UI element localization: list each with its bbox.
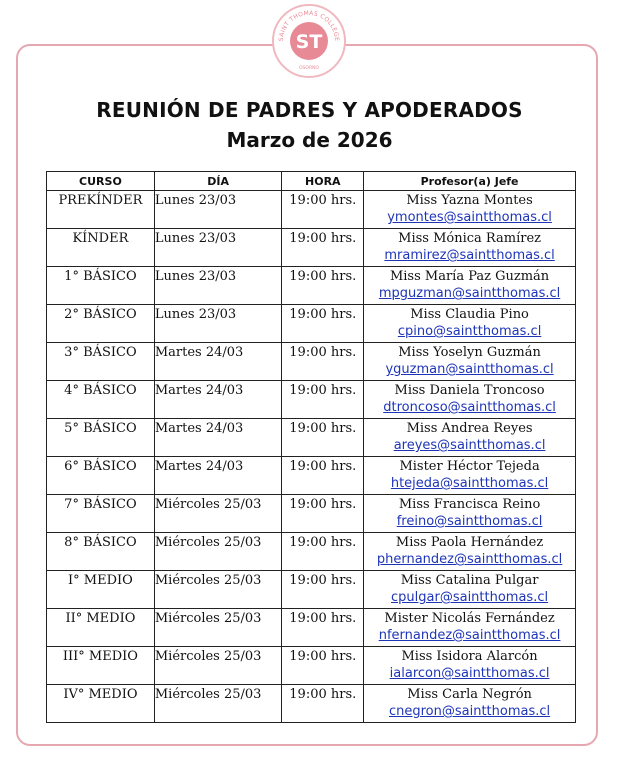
cell-hora: 19:00 hrs. [282, 533, 364, 571]
teacher-email-link[interactable]: dtroncoso@saintthomas.cl [383, 400, 556, 415]
teacher-email-link[interactable]: cpulgar@saintthomas.cl [391, 590, 549, 605]
cell-profesor [364, 381, 576, 419]
page-subtitle: Marzo de 2026 [226, 128, 393, 152]
teacher-name: Miss Andrea Reyes [406, 421, 533, 436]
teacher-email-link[interactable]: ymontes@saintthomas.cl [387, 210, 552, 225]
cell-dia: Miércoles 25/03 [154, 685, 282, 723]
teacher-name: Miss Claudia Pino [410, 307, 529, 322]
cell-hora: 19:00 hrs. [282, 495, 364, 533]
table-row [47, 191, 576, 229]
cell-dia: Miércoles 25/03 [154, 647, 282, 685]
cell-dia: Martes 24/03 [154, 457, 282, 495]
cell-dia: Miércoles 25/03 [154, 609, 282, 647]
school-logo-graphic [274, 6, 344, 76]
cell-hora: 19:00 hrs. [282, 609, 364, 647]
cell-profesor [364, 609, 576, 647]
cell-curso: I° MEDIO [47, 571, 155, 609]
teacher-email-link[interactable]: mpguzman@saintthomas.cl [378, 286, 561, 301]
table-row [47, 419, 576, 457]
table-row [47, 685, 576, 723]
logo-city-text: OSORNO [299, 66, 319, 71]
cell-profesor [364, 229, 576, 267]
table-header-row [47, 172, 576, 191]
cell-hora: 19:00 hrs. [282, 381, 364, 419]
teacher-name: Miss Daniela Troncoso [394, 383, 545, 398]
cell-curso: IV° MEDIO [47, 685, 155, 723]
page-title: REUNIÓN DE PADRES Y APODERADOS [96, 98, 523, 122]
cell-curso: 4° BÁSICO [47, 381, 155, 419]
cell-dia: Lunes 23/03 [154, 191, 282, 229]
table-row [47, 647, 576, 685]
cell-hora: 19:00 hrs. [282, 191, 364, 229]
cell-hora: 19:00 hrs. [282, 267, 364, 305]
teacher-name: Miss Carla Negrón [407, 687, 532, 702]
table-row [47, 571, 576, 609]
cell-curso: 5° BÁSICO [47, 419, 155, 457]
header-hora: HORA [282, 172, 364, 191]
cell-profesor [364, 647, 576, 685]
table-row [47, 495, 576, 533]
cell-curso: 1° BÁSICO [47, 267, 155, 305]
header-curso: CURSO [47, 172, 155, 191]
table-row [47, 381, 576, 419]
cell-profesor [364, 419, 576, 457]
teacher-email-link[interactable]: areyes@saintthomas.cl [393, 438, 546, 453]
teacher-email-link[interactable]: cpino@saintthomas.cl [397, 324, 542, 339]
header-profesor: Profesor(a) Jefe [364, 172, 576, 191]
table-body [47, 191, 576, 723]
table-row [47, 457, 576, 495]
table-row [47, 533, 576, 571]
teacher-email-link[interactable]: mramirez@saintthomas.cl [384, 248, 555, 263]
cell-curso: PREKÍNDER [47, 191, 155, 229]
cell-profesor [364, 495, 576, 533]
teacher-email-link[interactable]: phernandez@saintthomas.cl [376, 552, 563, 567]
cell-hora: 19:00 hrs. [282, 685, 364, 723]
teacher-email-link[interactable]: ialarcon@saintthomas.cl [389, 666, 550, 681]
cell-dia: Miércoles 25/03 [154, 571, 282, 609]
teacher-email-link[interactable]: freino@saintthomas.cl [396, 514, 543, 529]
logo-ring-text: SAINT THOMAS COLLEGE [277, 9, 341, 42]
teacher-email-link[interactable]: cnegron@saintthomas.cl [388, 704, 551, 719]
teacher-name: Mister Nicolás Fernández [384, 611, 555, 626]
cell-hora: 19:00 hrs. [282, 343, 364, 381]
teacher-name: Miss Yoselyn Guzmán [398, 345, 541, 360]
cell-hora: 19:00 hrs. [282, 647, 364, 685]
cell-curso: KÍNDER [47, 229, 155, 267]
cell-curso: 6° BÁSICO [47, 457, 155, 495]
teacher-email-link[interactable]: yguzman@saintthomas.cl [385, 362, 554, 377]
meetings-table [46, 171, 576, 723]
logo-initials: ST [295, 31, 323, 53]
table-row [47, 343, 576, 381]
school-logo [272, 4, 346, 78]
cell-profesor [364, 571, 576, 609]
cell-hora: 19:00 hrs. [282, 457, 364, 495]
cell-profesor [364, 457, 576, 495]
cell-hora: 19:00 hrs. [282, 419, 364, 457]
teacher-name: Mister Héctor Tejeda [399, 459, 540, 474]
table-row [47, 267, 576, 305]
cell-curso: 7° BÁSICO [47, 495, 155, 533]
cell-curso: III° MEDIO [47, 647, 155, 685]
cell-profesor [364, 267, 576, 305]
cell-dia: Lunes 23/03 [154, 229, 282, 267]
cell-curso: II° MEDIO [47, 609, 155, 647]
cell-curso: 3° BÁSICO [47, 343, 155, 381]
cell-curso: 8° BÁSICO [47, 533, 155, 571]
cell-hora: 19:00 hrs. [282, 229, 364, 267]
cell-dia: Martes 24/03 [154, 343, 282, 381]
cell-profesor [364, 305, 576, 343]
teacher-name: Miss Catalina Pulgar [400, 573, 539, 588]
cell-curso: 2° BÁSICO [47, 305, 155, 343]
cell-profesor [364, 191, 576, 229]
cell-dia: Martes 24/03 [154, 381, 282, 419]
teacher-name: Miss María Paz Guzmán [389, 269, 550, 284]
teacher-name: Miss Yazna Montes [406, 193, 533, 208]
header-dia: DÍA [154, 172, 282, 191]
cell-hora: 19:00 hrs. [282, 571, 364, 609]
cell-hora: 19:00 hrs. [282, 305, 364, 343]
table-row [47, 305, 576, 343]
cell-profesor [364, 343, 576, 381]
cell-dia: Martes 24/03 [154, 419, 282, 457]
table-row [47, 229, 576, 267]
teacher-name: Miss Francisca Reino [398, 497, 541, 512]
cell-dia: Miércoles 25/03 [154, 495, 282, 533]
cell-dia: Lunes 23/03 [154, 267, 282, 305]
cell-profesor [364, 685, 576, 723]
teacher-email-link[interactable]: htejeda@saintthomas.cl [390, 476, 549, 491]
teacher-name: Miss Paola Hernández [395, 535, 544, 550]
teacher-name: Miss Isidora Alarcón [401, 649, 538, 664]
cell-dia: Lunes 23/03 [154, 305, 282, 343]
cell-profesor [364, 533, 576, 571]
table-row [47, 609, 576, 647]
teacher-email-link[interactable]: nfernandez@saintthomas.cl [378, 628, 561, 643]
teacher-name: Miss Mónica Ramírez [398, 231, 541, 246]
cell-dia: Miércoles 25/03 [154, 533, 282, 571]
